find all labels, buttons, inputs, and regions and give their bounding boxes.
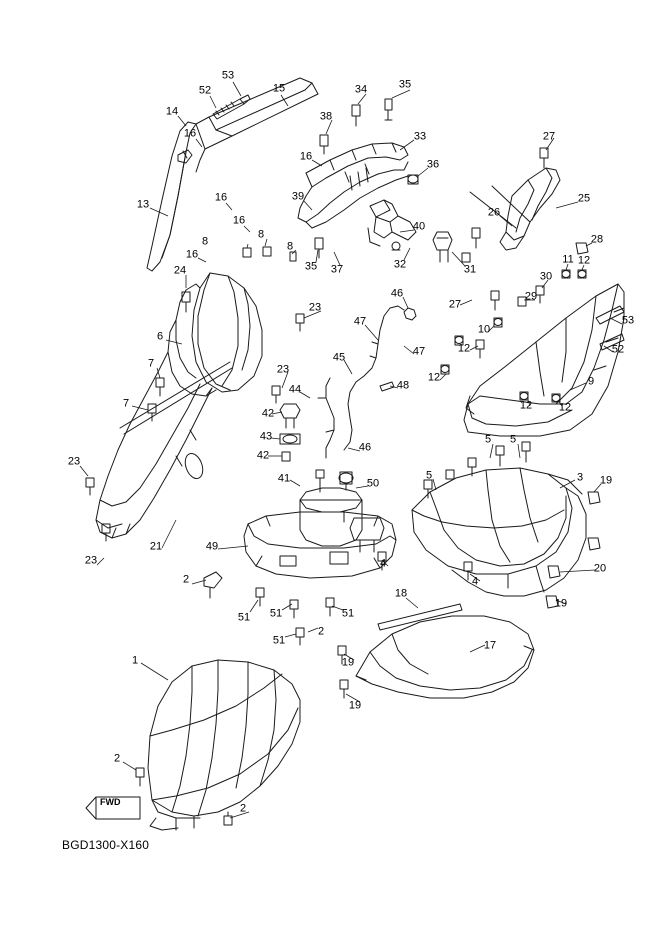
callout-1: 1: [131, 654, 139, 667]
callout-5: 5: [425, 469, 433, 482]
callout-50: 50: [366, 477, 380, 490]
callout-16: 16: [183, 127, 197, 140]
callout-42: 42: [256, 449, 270, 462]
callout-8: 8: [201, 235, 209, 248]
callout-31: 31: [463, 263, 477, 276]
callout-12: 12: [519, 399, 533, 412]
callout-13: 13: [136, 198, 150, 211]
callout-23: 23: [67, 455, 81, 468]
callout-23: 23: [84, 554, 98, 567]
callout-10: 10: [477, 323, 491, 336]
callout-35: 35: [304, 260, 318, 273]
callout-2: 2: [317, 625, 325, 638]
callout-11: 11: [562, 253, 574, 266]
callout-5: 5: [484, 433, 492, 446]
callout-23: 23: [308, 301, 322, 314]
callout-35: 35: [398, 78, 412, 91]
callout-2: 2: [239, 802, 247, 815]
callout-8: 8: [257, 228, 265, 241]
callout-7: 7: [147, 357, 155, 370]
callout-52: 52: [198, 84, 212, 97]
callout-48: 48: [396, 379, 410, 392]
callout-46: 46: [390, 287, 404, 300]
callout-17: 17: [483, 639, 497, 652]
callout-30: 30: [539, 270, 553, 283]
callout-27: 27: [542, 130, 556, 143]
callout-24: 24: [173, 264, 187, 277]
callout-6: 6: [156, 330, 164, 343]
callout-39: 39: [291, 190, 305, 203]
callout-43: 43: [259, 430, 273, 443]
callout-16: 16: [299, 150, 313, 163]
callout-44: 44: [288, 383, 302, 396]
callout-2: 2: [113, 752, 121, 765]
callout-34: 34: [354, 83, 368, 96]
callout-49: 49: [205, 540, 219, 553]
callout-29: 29: [524, 290, 538, 303]
callout-19: 19: [599, 474, 613, 487]
callout-45: 45: [332, 351, 346, 364]
callout-53: 53: [221, 69, 235, 82]
callout-7: 7: [122, 397, 130, 410]
callout-32: 32: [393, 258, 407, 271]
callout-12: 12: [427, 371, 441, 384]
callout-12: 12: [457, 342, 471, 355]
callout-16: 16: [232, 214, 246, 227]
callout-33: 33: [413, 130, 427, 143]
callout-51: 51: [237, 611, 251, 624]
callout-18: 18: [394, 587, 408, 600]
callout-46: 46: [358, 441, 372, 454]
callout-15: 15: [272, 82, 286, 95]
callout-3: 3: [576, 471, 584, 484]
callout-41: 41: [277, 472, 291, 485]
callout-19: 19: [341, 656, 355, 669]
callout-37: 37: [330, 263, 344, 276]
callout-51: 51: [272, 634, 286, 647]
callout-51: 51: [341, 607, 355, 620]
callout-20: 20: [593, 562, 607, 575]
diagram-part-code: BGD1300-X160: [62, 838, 150, 852]
callout-8: 8: [286, 240, 294, 253]
callout-12: 12: [558, 401, 572, 414]
callout-47: 47: [412, 345, 426, 358]
callout-40: 40: [412, 220, 426, 233]
callout-4: 4: [471, 575, 479, 588]
callout-38: 38: [319, 110, 333, 123]
callout-9: 9: [587, 375, 595, 388]
callout-52: 52: [611, 343, 625, 356]
callout-14: 14: [165, 105, 179, 118]
callout-19: 19: [348, 699, 362, 712]
fwd-direction-label: FWD: [100, 797, 121, 807]
callout-19: 19: [554, 597, 568, 610]
callout-26: 26: [487, 206, 501, 219]
callout-47: 47: [353, 315, 367, 328]
callout-12: 12: [577, 254, 591, 267]
callout-16: 16: [214, 191, 228, 204]
callout-21: 21: [149, 540, 163, 553]
callout-53: 53: [621, 314, 635, 327]
callout-36: 36: [426, 158, 440, 171]
callout-16: 16: [185, 248, 199, 261]
callout-27: 27: [448, 298, 462, 311]
callout-51: 51: [269, 607, 283, 620]
callout-4: 4: [379, 557, 387, 570]
callout-5: 5: [509, 433, 517, 446]
callout-42: 42: [261, 407, 275, 420]
callout-25: 25: [577, 192, 591, 205]
callout-28: 28: [590, 233, 604, 246]
callout-23: 23: [276, 363, 290, 376]
callout-2: 2: [182, 573, 190, 586]
